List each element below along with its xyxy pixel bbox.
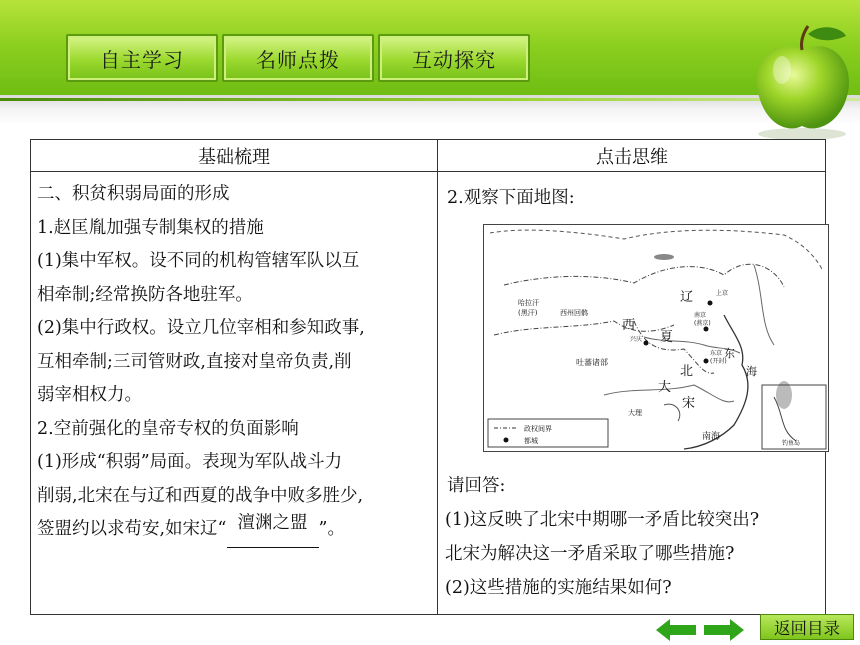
map-label-shangjing: 上京: [716, 290, 729, 297]
map-label-nanjing: 南京: [694, 312, 707, 319]
text-line: (1)集中军权。设不同的机构管辖军队以互: [37, 251, 360, 271]
back-to-contents-button[interactable]: 返回目录: [760, 614, 854, 640]
text-line: 弱宰相权力。: [37, 385, 142, 405]
green-apple-icon: [742, 22, 860, 142]
map-label-liao: 辽: [680, 290, 694, 305]
map-intro: 2.观察下面地图:: [447, 188, 575, 208]
tab-teacher-guidance[interactable]: 名师点拨: [222, 34, 374, 82]
text-line: 互相牵制;三司管财政,直接对皇帝负责,削: [37, 351, 352, 372]
map-label-hai: 海: [746, 365, 757, 378]
text-line: 削弱,北宋在与辽和西夏的战争中败多胜少,: [37, 485, 364, 506]
legend-border-label: 政权间界: [524, 425, 552, 433]
map-label-diaoyu: 钓鱼岛: [782, 440, 801, 447]
map-label-karakhanid: 哈拉汗: [518, 299, 539, 307]
blank-answer: 澶渊之盟: [237, 513, 308, 533]
map-label-bei: 北: [680, 364, 694, 379]
header-row-divider: [31, 171, 825, 172]
left-column-header: 基础梳理: [198, 146, 270, 168]
map-label-da: 大: [658, 380, 672, 395]
map-label-uighur: 西州回鹘: [560, 309, 588, 317]
fill-in-blank: [227, 513, 319, 548]
column-divider: [437, 140, 438, 614]
song-liao-xia-map: [483, 224, 829, 452]
map-label-dongjing-alt: (开封): [710, 358, 727, 365]
map-label-xingqing: 兴庆: [630, 336, 643, 343]
map-label-nanjing-alt: (燕京): [694, 320, 711, 327]
map-label-karakhanid-alt: (黑汗): [518, 309, 538, 317]
header-divider: [0, 98, 860, 101]
tab-self-study[interactable]: 自主学习: [66, 34, 218, 82]
question-2: (2)这些措施的实施结果如何?: [445, 578, 672, 598]
question-prompt: 请回答:: [447, 476, 506, 496]
map-label-dongjing: 东京: [710, 350, 723, 357]
text-line: (2)集中行政权。设立几位宰相和参知政事,: [37, 318, 365, 338]
blank-suffix: ”。: [318, 519, 345, 539]
text-line: 1.赵匡胤加强专制集权的措施: [37, 217, 264, 238]
text-line: 相牵制;经常换防各地驻军。: [37, 284, 253, 305]
text-line-with-blank: [37, 513, 435, 548]
map-label-xia: 夏: [660, 330, 674, 345]
question-1a: (1)这反映了北宋中期哪一矛盾比较突出?: [445, 510, 760, 530]
map-label-tibet: 吐蕃诸部: [576, 358, 608, 367]
map-label-dong: 东: [724, 347, 735, 360]
left-arrow-icon[interactable]: [656, 619, 696, 641]
right-column-header: 点击思维: [596, 146, 668, 168]
basic-review-text: [37, 178, 435, 548]
text-line: 二、积贫积弱局面的形成: [37, 184, 230, 204]
text-line: (1)形成“积弱”局面。表现为军队战斗力: [37, 452, 343, 472]
map-label-xi: 西: [622, 318, 636, 333]
map-label-dali: 大理: [628, 409, 642, 417]
map-label-south-sea: 南海: [702, 432, 721, 442]
text-line: 2.空前强化的皇帝专权的负面影响: [37, 418, 299, 439]
content-table: [30, 139, 826, 615]
tab-interactive-inquiry[interactable]: 互动探究: [378, 34, 530, 82]
legend-capital-label: 都城: [524, 437, 538, 445]
map-label-song: 宋: [682, 396, 696, 411]
question-1b: 北宋为解决这一矛盾采取了哪些措施?: [445, 544, 735, 564]
right-arrow-icon[interactable]: [704, 619, 744, 641]
blank-prefix: 签盟约以求苟安,如宋辽“: [37, 519, 227, 539]
